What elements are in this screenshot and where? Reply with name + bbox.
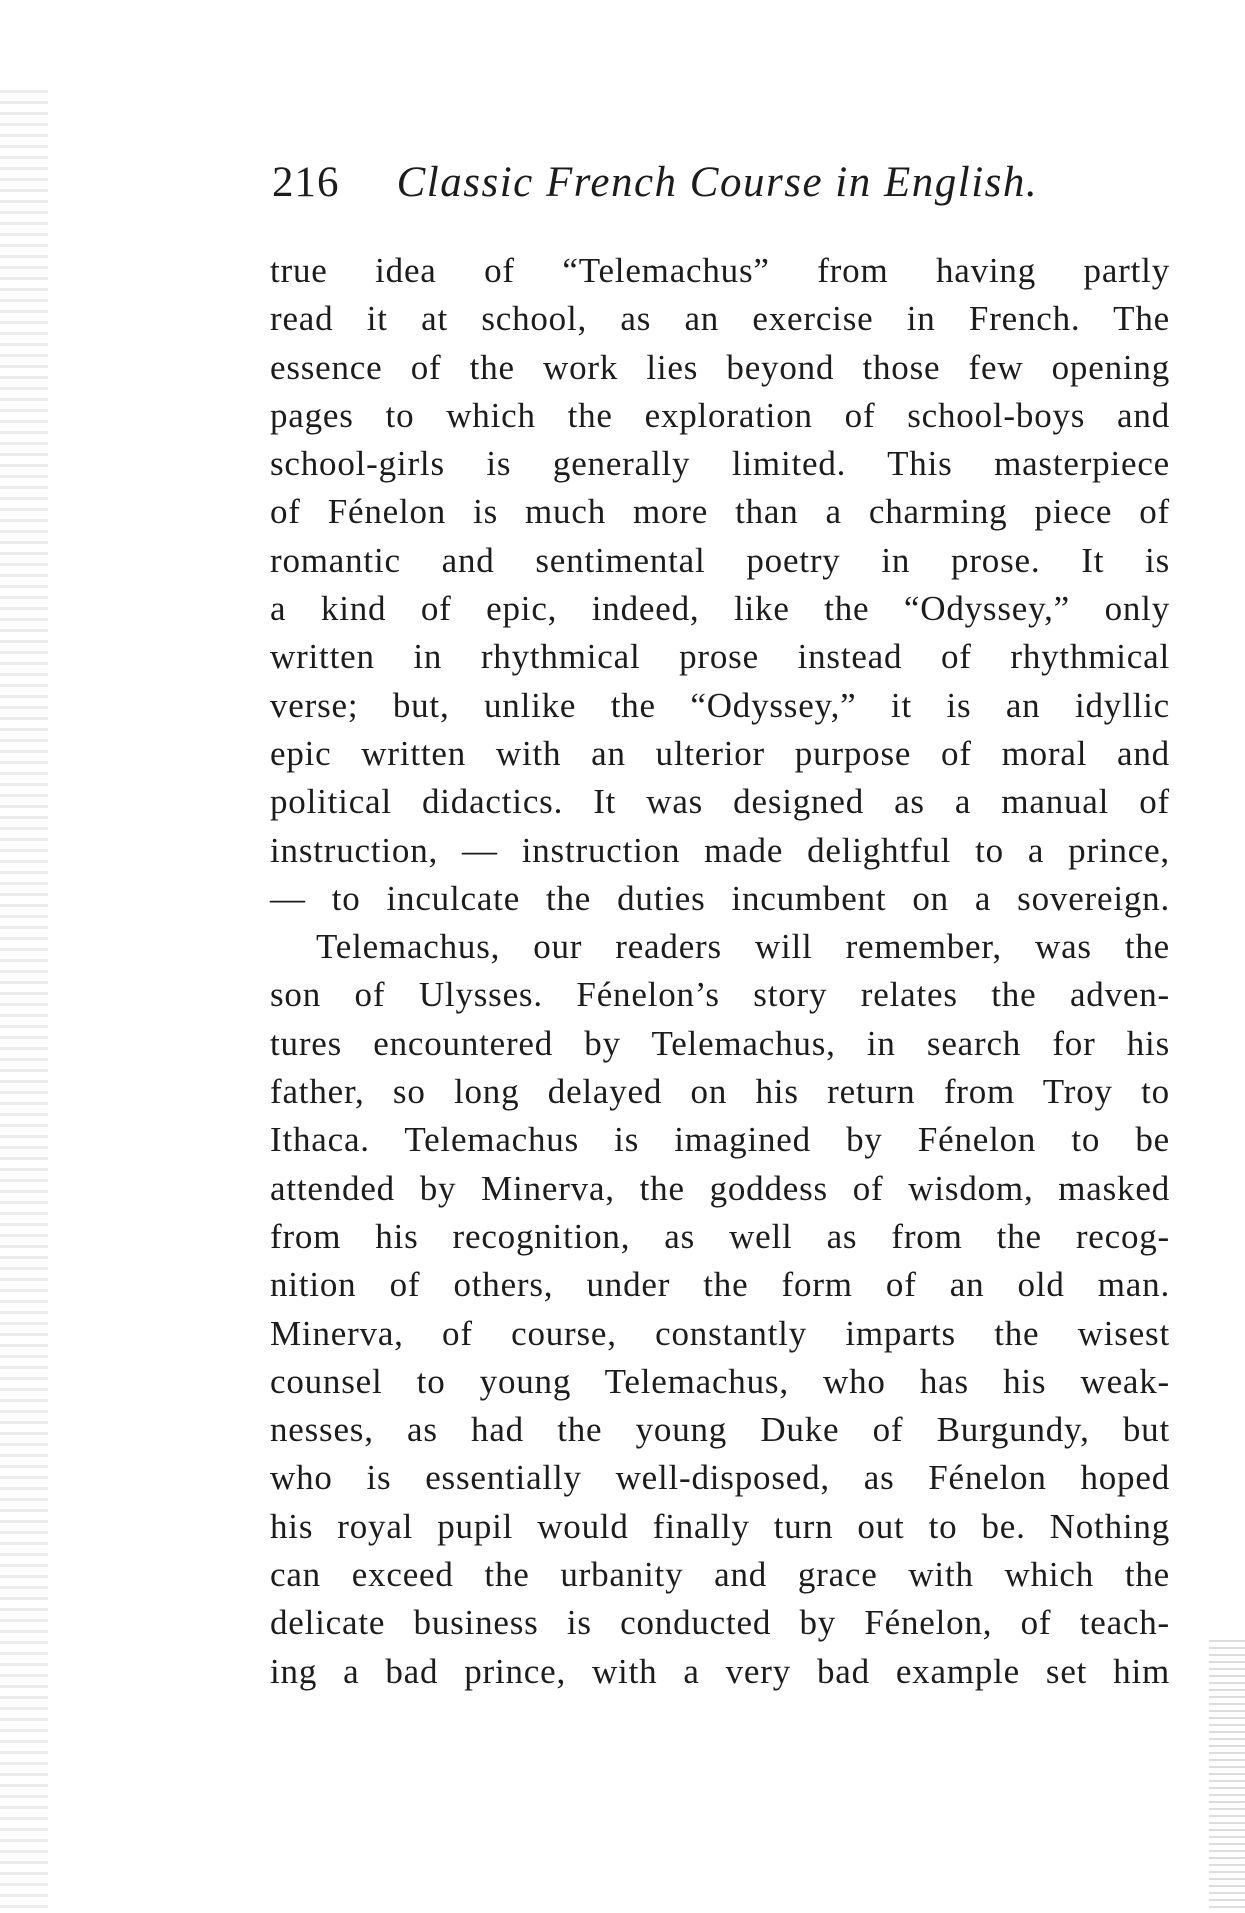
text-line: nesses, as had the young Duke of Burgundy, but [270,1410,1170,1450]
text-line: a kind of epic, indeed, like the “Odyssey,” only [270,589,1170,629]
text-line: his royal pupil would finally turn out to be. Nothing [270,1506,1170,1546]
page-number: 216 [272,159,340,206]
page-header [272,158,1172,218]
text-line: Minerva, of course, constantly imparts the wisest [270,1313,1170,1353]
text-line: romantic and sentimental poetry in prose. It is [270,540,1170,580]
text-line: instruction, — instruction made delightful to a prince, [270,830,1170,870]
text-line: epic written with an ulterior purpose of moral and [270,733,1170,773]
text-line: true idea of “Telemachus” from having partly [270,251,1170,290]
text-line: essence of the work lies beyond those few opening [270,347,1170,387]
running-title: Classic French Course in English. [396,159,1039,206]
text-line: nition of others, under the form of an old man. [270,1265,1170,1305]
text-line: pages to which the exploration of school-boys and [270,395,1170,435]
text-line: delicate business is conducted by Fénelon, of teach- [270,1603,1170,1643]
scanned-page-edge-left [0,90,48,1913]
text-line: counsel to young Telemachus, who has his weak- [270,1361,1170,1401]
text-line: — to inculcate the duties incumbent on a sovereign. [270,878,1170,918]
text-line: son of Ulysses. Fénelon’s story relates the adven- [270,975,1170,1015]
text-line: read it at school, as an exercise in French. The [270,299,1170,339]
paragraph-2 [270,923,1170,1696]
text-line: who is essentially well-disposed, as Fénelon hoped [270,1458,1170,1498]
text-line: of Fénelon is much more than a charming piece of [270,492,1170,532]
text-line: written in rhythmical prose instead of rhythmical [270,637,1170,677]
text-line: Telemachus, our readers will remember, was the [316,927,1170,967]
text-line: Ithaca. Telemachus is imagined by Fénelon to be [270,1120,1170,1160]
paragraph-1 [270,247,1170,923]
text-line: from his recognition, as well as from the recog- [270,1216,1170,1256]
text-line: can exceed the urbanity and grace with which the [270,1555,1170,1595]
text-line: school-girls is generally limited. This masterpiece [270,444,1170,484]
text-line: ing a bad prince, with a very bad example set him [270,1651,1170,1691]
text-line: verse; but, unlike the “Odyssey,” it is an idyllic [270,685,1170,725]
text-line: attended by Minerva, the goddess of wisdom, masked [270,1168,1170,1208]
scanned-page-edge-right [1209,1640,1245,1913]
text-line: political didactics. It was designed as a manual of [270,782,1170,822]
body-text [270,247,1170,1696]
text-line: tures encountered by Telemachus, in search for his [270,1023,1170,1063]
text-line: father, so long delayed on his return from Troy to [270,1072,1170,1112]
